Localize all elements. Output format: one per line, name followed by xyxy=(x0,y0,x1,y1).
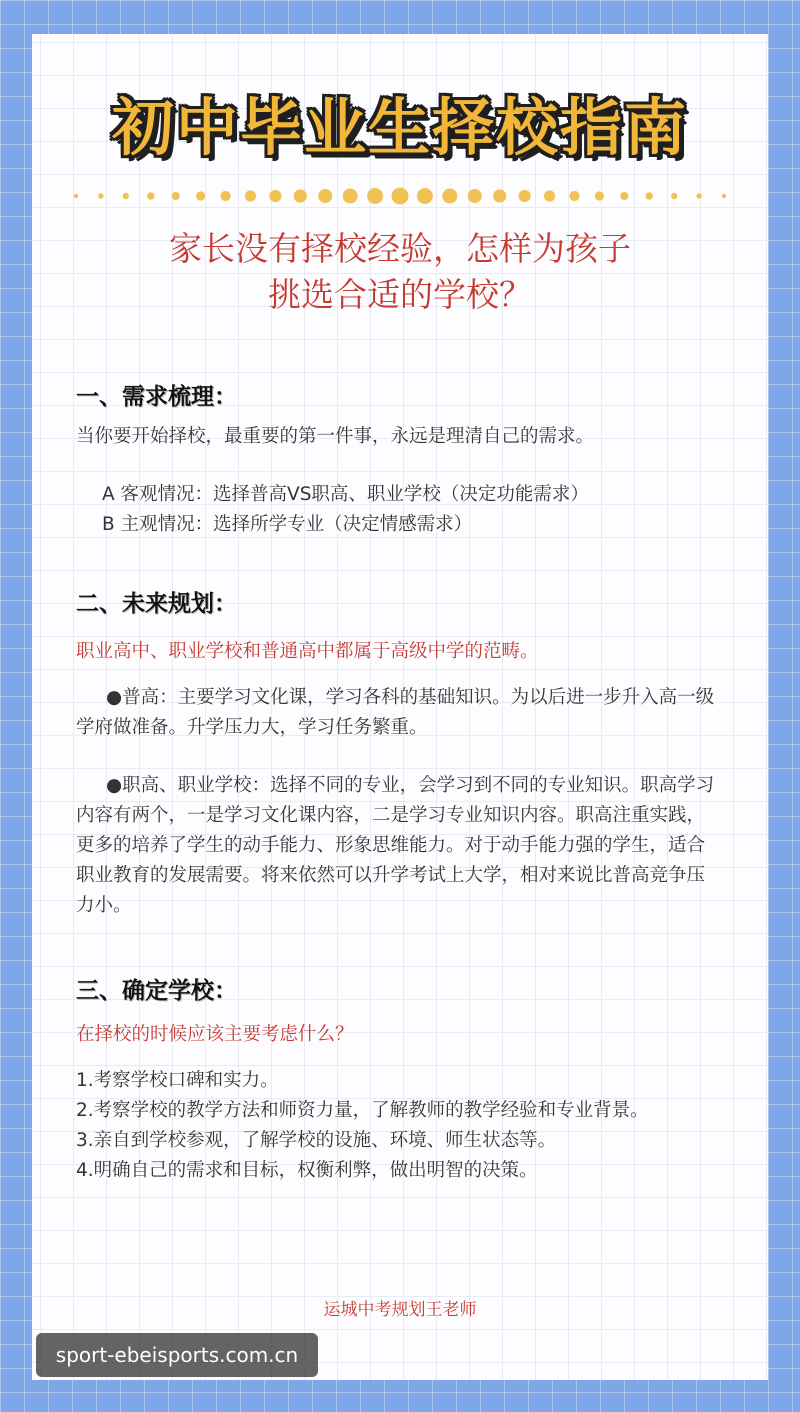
list-item: 1.考察学校口碑和实力。 xyxy=(76,1070,279,1091)
divider-dot xyxy=(245,190,256,201)
subtitle xyxy=(0,226,800,318)
divider-dot xyxy=(123,193,129,199)
divider-dot xyxy=(367,188,383,204)
section-1-item-a: A 客观情况：选择普高VS职高、职业学校（决定功能需求） xyxy=(102,484,589,505)
subtitle-line-1: 家长没有择校经验，怎样为孩子 xyxy=(169,229,631,268)
divider-dot xyxy=(569,191,579,201)
list-item: 3.亲自到学校参观，了解学校的设施、环境、师生状态等。 xyxy=(76,1130,557,1151)
divider-dot xyxy=(269,190,281,202)
dotted-divider xyxy=(70,186,730,206)
divider-dot xyxy=(442,189,457,204)
divider-dot xyxy=(172,192,180,200)
divider-dot xyxy=(74,194,78,198)
divider-dot xyxy=(392,188,409,205)
section-1-heading: 一、需求梳理： xyxy=(76,384,237,410)
divider-dot xyxy=(220,191,230,201)
section-2-heading: 二、未来规划： xyxy=(76,591,237,617)
list-item: 2.考察学校的教学方法和师资力量，了解教师的教学经验和专业背景。 xyxy=(76,1100,649,1121)
divider-dot xyxy=(493,189,506,202)
divider-dot xyxy=(147,192,154,199)
section-3-list xyxy=(76,1066,716,1186)
poster-title: 初中毕业生择校指南 xyxy=(111,91,688,164)
subtitle-line-2: 挑选合适的学校？ xyxy=(268,275,532,314)
list-item: 4.明确自己的需求和目标，权衡利弊，做出明智的决策。 xyxy=(76,1160,538,1181)
divider-dot xyxy=(722,194,726,198)
divider-dot xyxy=(343,189,358,204)
section-3-question: 在择校的时候应该主要考虑什么？ xyxy=(76,1024,354,1045)
divider-dot xyxy=(196,191,205,200)
divider-dot xyxy=(696,193,701,198)
watermark-link[interactable]: sport-ebeisports.com.cn xyxy=(36,1333,318,1377)
divider-dot xyxy=(417,188,433,204)
divider-dot xyxy=(468,189,482,203)
divider-dot xyxy=(318,189,332,203)
section-3-heading: 三、确定学校： xyxy=(76,978,237,1004)
divider-dot xyxy=(620,192,628,200)
footer-author: 运城中考规划王老师 xyxy=(323,1300,477,1320)
section-1-item-b: B 主观情况：选择所学专业（决定情感需求） xyxy=(102,514,473,535)
section-2-paragraph-1: ●普高：主要学习文化课，学习各科的基础知识。为以后进一步升入高一级学府做准备。升学压力大，学习任务繁重。 xyxy=(76,687,715,738)
divider-dot xyxy=(595,191,604,200)
divider-dot xyxy=(98,193,103,198)
divider-dot xyxy=(294,189,307,202)
divider-dot xyxy=(646,192,653,199)
divider-dot xyxy=(544,190,555,201)
section-2-highlight: 职业高中、职业学校和普通高中都属于高级中学的范畴。 xyxy=(76,641,539,662)
section-1-intro: 当你要开始择校，最重要的第一件事，永远是理清自己的需求。 xyxy=(76,426,595,447)
section-2-paragraph-2: ●职高、职业学校：选择不同的专业，会学习到不同的专业知识。职高学习内容有两个，一是学习文化课内容，二是学习专业知识内容。职高注重实践，更多的培养了学生的动手能力、形象思维能力。对于动手能力强的学生，适合职业教育的发展需要。将来依然可以升学考试上大学，相对来说比普高竞争压力小。 xyxy=(76,775,715,916)
divider-dot xyxy=(519,190,531,202)
divider-dot xyxy=(671,193,677,199)
